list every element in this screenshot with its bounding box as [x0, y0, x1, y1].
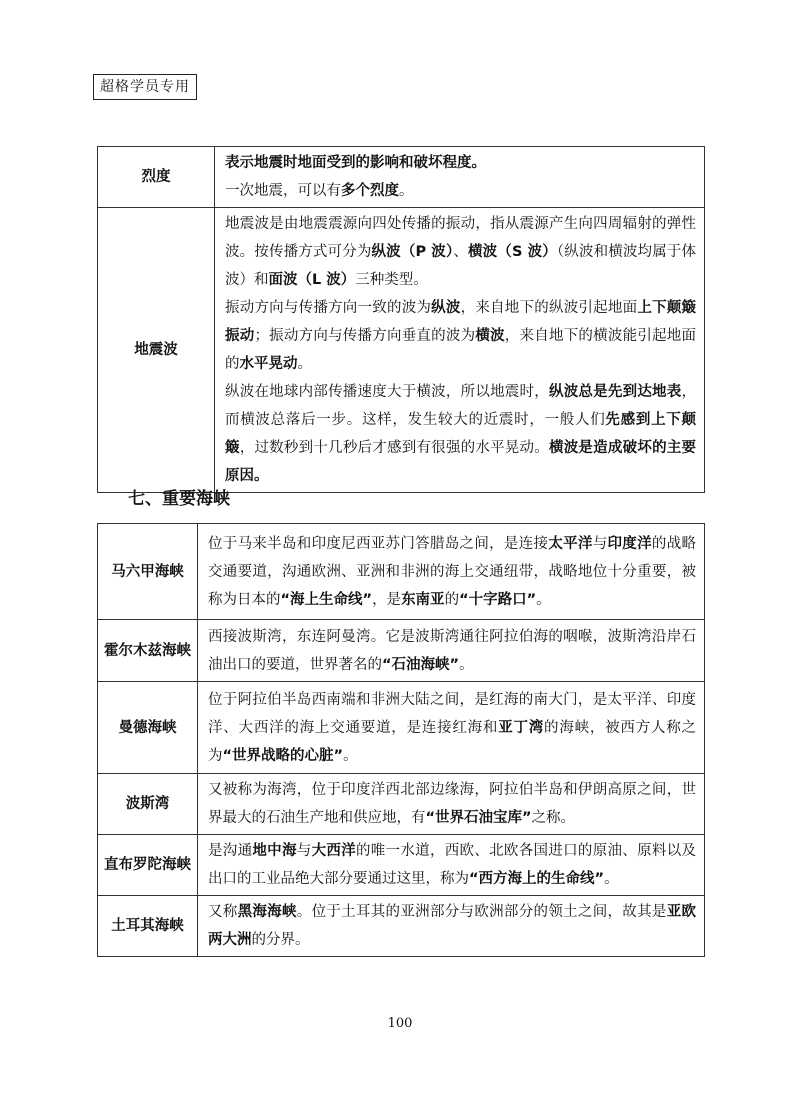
- text-span: 的唯一水道，西欧、北欧各国进口的原油、原料以及出口的工业品绝大部分要通过这里，称为: [208, 843, 696, 887]
- row-description: [198, 774, 705, 835]
- table-row: [98, 896, 705, 957]
- row-term: 曼德海峡: [98, 682, 198, 774]
- bold-text: 多个烈度: [341, 183, 399, 199]
- text-span: ；振动方向与传播方向垂直的波为: [254, 328, 476, 344]
- bold-text: “西方海上的生命线”: [469, 871, 605, 887]
- bold-text: 纵波总是先到达地表: [548, 384, 682, 400]
- text-span: 又被称为海湾，位于印度洋西北部边缘海，阿拉伯半岛和伊朗高原之间，世界最大的石油生产地和供应地，有: [208, 782, 696, 826]
- text-span: 的分界。: [251, 932, 310, 948]
- text-span: ，来自地下的纵波引起地面: [460, 300, 638, 316]
- description-paragraph: [225, 378, 696, 490]
- bold-text: 水平晃动: [239, 356, 298, 372]
- text-span: ，过数秒到十几秒后才感到有很强的水平晃动。: [239, 440, 549, 456]
- text-span: 位于马来半岛和印度尼西亚苏门答腊岛之间，是连接: [208, 535, 549, 552]
- row-term: 直布罗陀海峡: [98, 835, 198, 896]
- straits-table-body: [98, 524, 705, 957]
- row-description: [215, 147, 705, 208]
- earthquake-table: [97, 146, 705, 493]
- table-row: [98, 835, 705, 896]
- text-span: 一次地震，可以有: [225, 183, 341, 199]
- description-paragraph: [208, 898, 696, 954]
- row-term: 马六甲海峡: [98, 524, 198, 620]
- description-paragraph: [225, 294, 696, 378]
- text-span: 三种类型。: [355, 272, 428, 288]
- text-span: ，而横波总落后一步。这样，发生较大的近震时，一般人们: [225, 384, 697, 428]
- row-description: [198, 524, 705, 620]
- section-title: 七、重要海峡: [128, 489, 230, 509]
- bold-text: 亚丁湾: [498, 719, 545, 736]
- earthquake-table-body: [98, 147, 705, 493]
- row-description: [198, 620, 705, 682]
- description-paragraph: [208, 530, 696, 614]
- text-span: ，是: [372, 591, 402, 608]
- bold-text: 地中海: [252, 843, 297, 859]
- bold-text: 东南亚: [401, 591, 445, 608]
- bold-text: “石油海峡”: [382, 656, 460, 673]
- bold-text: 横波是造成破坏的主要原因。: [225, 440, 697, 484]
- row-term: 波斯湾: [98, 774, 198, 835]
- bold-text: 太平洋: [548, 535, 593, 552]
- straits-table: [97, 523, 705, 957]
- description-paragraph: [208, 776, 696, 832]
- text-span: 的: [444, 591, 460, 608]
- text-span: 之称。: [531, 810, 576, 826]
- text-span: 位于阿拉伯半岛西南端和非洲大陆之间，是红海的南大门，是太平洋、印度洋、大西洋的海上交通要道，是连接红海和: [208, 691, 696, 736]
- description-paragraph: [225, 177, 696, 205]
- row-term: 霍尔木兹海峡: [98, 620, 198, 682]
- table-row: [98, 524, 705, 620]
- text-span: ，来自地下的横波能引起地面的: [225, 328, 697, 372]
- description-paragraph: [225, 149, 696, 177]
- bold-text: “海上生命线”: [280, 591, 373, 608]
- bold-text: 先感到上下颠簸: [225, 412, 697, 456]
- bold-text: 面波（L 波）: [268, 272, 356, 288]
- row-description: [198, 835, 705, 896]
- description-paragraph: [225, 210, 696, 294]
- row-description: [215, 208, 705, 493]
- bold-text: 表示地震时地面受到的影响和破坏程度。: [225, 155, 486, 171]
- text-span: 的战略交通要道，沟通欧洲、亚洲和非洲的海上交通纽带，战略地位十分重要，被称为日本的: [208, 535, 696, 608]
- row-description: [198, 896, 705, 957]
- text-span: 西接波斯湾，东连阿曼湾。它是波斯湾通往阿拉伯海的咽喉，波斯湾沿岸石油出口的要道，世界著名的: [208, 628, 696, 673]
- bold-text: 纵波: [431, 300, 461, 316]
- text-span: （纵波和横波均属于体波）和: [225, 244, 697, 288]
- text-span: 。: [604, 871, 619, 887]
- header-tag: 超格学员专用: [93, 74, 197, 100]
- text-span: 。: [459, 656, 474, 673]
- row-description: [198, 682, 705, 774]
- bold-text: 大西洋: [311, 843, 356, 859]
- text-span: 、: [453, 244, 468, 260]
- description-paragraph: [208, 686, 696, 770]
- text-span: 的海峡，被西方人称之为: [208, 719, 697, 764]
- table-row: [98, 682, 705, 774]
- text-span: 是沟通: [208, 843, 253, 859]
- text-span: 。: [343, 747, 358, 764]
- table-row: [98, 208, 705, 493]
- bold-text: 纵波（P 波）: [371, 244, 454, 260]
- text-span: 。: [399, 183, 414, 199]
- bold-text: 横波（S 波）: [468, 244, 557, 260]
- page-number: 100: [387, 1016, 413, 1031]
- text-span: 又称: [208, 904, 238, 920]
- bold-text: 亚欧两大洲: [208, 904, 696, 948]
- row-term: 烈度: [98, 147, 215, 208]
- bold-text: 横波: [475, 328, 505, 344]
- text-span: 。: [297, 356, 312, 372]
- text-span: 。: [536, 591, 551, 608]
- table-row: [98, 147, 705, 208]
- description-paragraph: [208, 623, 696, 679]
- bold-text: 上下颠簸振动: [225, 300, 697, 344]
- text-span: 纵波在地球内部传播速度大于横波，所以地震时，: [225, 384, 549, 400]
- row-term: 地震波: [98, 208, 215, 493]
- text-span: 与: [592, 535, 608, 552]
- description-paragraph: [208, 837, 696, 893]
- text-span: 。位于土耳其的亚洲部分与欧洲部分的领土之间，故其是: [296, 904, 667, 920]
- bold-text: 印度洋: [607, 535, 652, 552]
- text-span: 振动方向与传播方向一致的波为: [225, 300, 432, 316]
- bold-text: “十字路口”: [459, 591, 537, 608]
- bold-text: “世界战略的心脏”: [222, 747, 344, 764]
- bold-text: 黑海海峡: [237, 904, 297, 920]
- text-span: 与: [296, 843, 312, 859]
- table-row: [98, 620, 705, 682]
- bold-text: “世界石油宝库”: [425, 810, 532, 826]
- text-span: 地震波是由地震震源向四处传播的振动，指从震源产生向四周辐射的弹性波。按传播方式可分为: [225, 216, 696, 260]
- row-term: 土耳其海峡: [98, 896, 198, 957]
- table-row: [98, 774, 705, 835]
